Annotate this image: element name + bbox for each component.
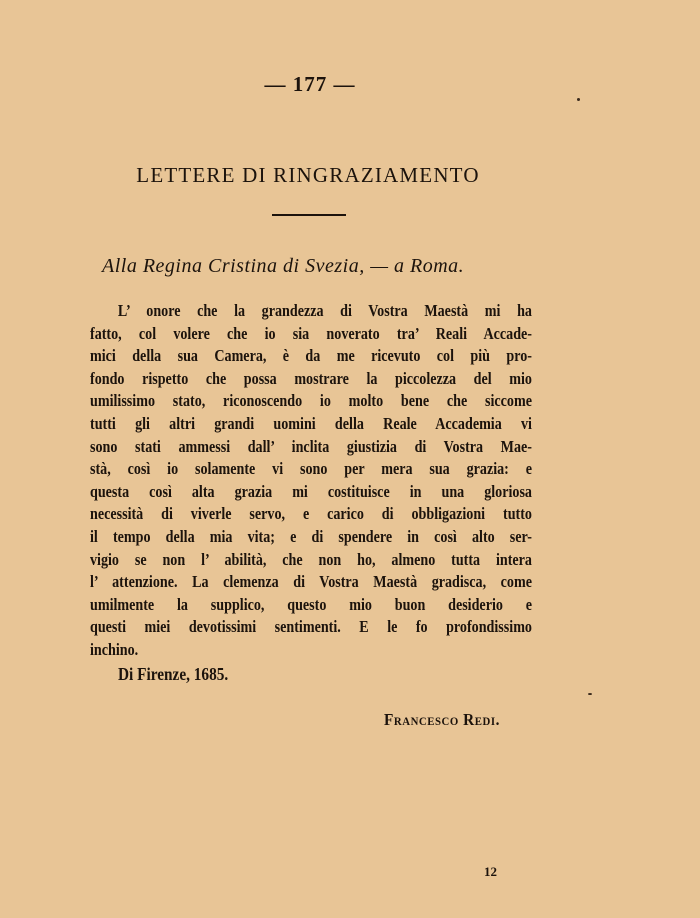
letter-body-line: sono stati ammessi dall’ inclita giustizia di Vostra Mae- [90, 436, 532, 456]
letter-body-line: questi miei devotissimi sentimenti. E le fo profondissimo [90, 617, 532, 637]
letter-body-line: fondo rispetto che possa mostrare la piccolezza del mio [90, 368, 532, 388]
title-rule-divider [272, 214, 346, 216]
letter-body-line: tutti gli altri grandi uomini della Reale Accademia vi [90, 413, 532, 433]
letter-body-line: l’ attenzione. La clemenza di Vostra Maestà gradisca, come [90, 572, 532, 592]
letter-body-line: questa così alta grazia mi costituisce in una gloriosa [90, 481, 532, 501]
letter-body-line: umilmente la supplico, questo mio buon desiderio e [90, 594, 532, 614]
signature-mark: 12 [484, 864, 497, 879]
letter-body-line: il tempo della mia vita; e di spendere in così alto ser- [90, 526, 532, 546]
letter-recipient: Alla Regina Cristina di Svezia, — a Roma. [102, 255, 465, 277]
letter-body [90, 300, 532, 662]
print-speck [577, 98, 580, 101]
page-number: — 177 — [264, 72, 356, 96]
letter-body-line: vigio se non l’ abilità, che non ho, almeno tutta intera [90, 549, 532, 569]
print-speck [588, 693, 592, 695]
letter-body-line: stà, così io solamente vi sono per mera sua grazia: e [90, 459, 532, 479]
letter-body-line: L’ onore che la grandezza di Vostra Maestà mi ha [117, 301, 532, 320]
letter-body-line: inchino. [90, 639, 139, 659]
section-title: LETTERE DI RINGRAZIAMENTO [136, 163, 480, 187]
letter-body-line: fatto, col volere che io sia noverato tra’ Reali Accade- [90, 323, 532, 343]
letter-body-line: mici della sua Camera, è da me ricevuto col più pro- [90, 346, 532, 366]
letter-body-line: umilissimo stato, riconoscendo io molto bene che siccome [90, 391, 532, 411]
letter-signature: Francesco Redi. [384, 710, 500, 729]
letter-dateline: Di Firenze, 1685. [118, 664, 229, 684]
letter-body-line: necessità di viverle servo, e carico di obbligazioni tutto [90, 504, 532, 524]
